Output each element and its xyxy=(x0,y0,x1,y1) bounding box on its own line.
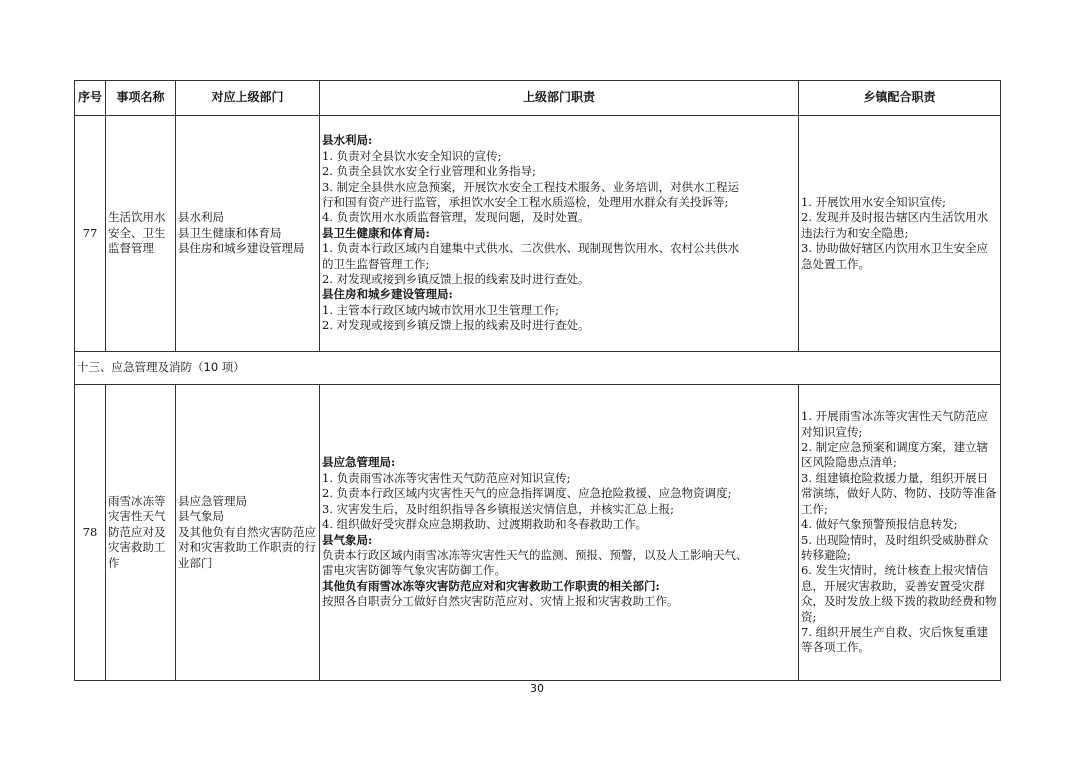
dept-name: 县水利局 xyxy=(178,210,224,225)
town-duties xyxy=(799,385,1001,681)
table-row xyxy=(75,385,1001,681)
duty-heading: 县卫生健康和体育局: xyxy=(322,225,430,240)
row-number: 78 xyxy=(75,385,106,681)
dept-name: 及其他负有自然灾害防范应对和灾害救助工作职责的行业部门 xyxy=(178,524,316,570)
superior-duties xyxy=(320,116,799,352)
superior-depts xyxy=(176,385,320,681)
duty-line: 负责本行政区域内雨雪冰冻等灾害性天气的监测、预报、预警，以及人工影响天气、 xyxy=(322,547,748,562)
section-title: 十三、应急管理及消防（10 项） xyxy=(75,352,1001,385)
responsibility-table xyxy=(74,80,1001,681)
page-number: 30 xyxy=(530,682,544,695)
header-item-name: 事项名称 xyxy=(106,81,176,116)
row-number: 77 xyxy=(75,116,106,352)
duty-line: 雷电灾害防御等气象灾害防御工作。 xyxy=(322,563,506,578)
header-no: 序号 xyxy=(75,81,106,116)
town-duty-line: 7. 组织开展生产自救、灾后恢复重建等各项工作。 xyxy=(801,624,989,655)
duty-line: 1. 负责雨雪冰冻等灾害性天气防范应对知识宣传; xyxy=(322,470,571,485)
duty-line: 的卫生监督管理工作; xyxy=(322,256,430,271)
town-duty-line: 5. 出现险情时，及时组织受威胁群众转移避险; xyxy=(801,532,989,562)
duty-heading: 县住房和城乡建设管理局: xyxy=(322,287,453,302)
section-row xyxy=(75,352,1001,385)
duty-line: 2. 负责全县饮水安全行业管理和业务指导; xyxy=(322,164,537,179)
header-superior-duties: 上级部门职责 xyxy=(320,81,799,116)
duty-line: 4. 负责饮用水水质监督管理，发现问题，及时处置。 xyxy=(322,210,590,225)
item-name: 雨雪冰冻等灾害性天气防范应对及灾害救助工作 xyxy=(106,385,176,681)
town-duty-line: 2. 制定应急预案和调度方案，建立辖区风险隐患点清单; xyxy=(801,440,989,470)
duty-line: 行和国有资产进行监管，承担饮水安全工程水质巡检，处理用水群众有关投诉等; xyxy=(322,194,729,209)
town-duty-line: 1. 开展雨雪冰冻等灾害性天气防范应对知识宣传; xyxy=(801,409,989,439)
duty-line: 1. 负责本行政区域内自建集中式供水、二次供水、现制现售饮用水、农村公共供水 xyxy=(322,241,740,256)
table-row xyxy=(75,116,1001,352)
duty-line: 4. 组织做好受灾群众应急期救助、过渡期救助和冬春救助工作。 xyxy=(322,517,648,532)
duty-heading: 县水利局: xyxy=(322,133,373,148)
duty-line: 1. 主管本行政区域内城市饮用水卫生管理工作; xyxy=(322,302,559,317)
superior-depts xyxy=(176,116,320,352)
dept-name: 县卫生健康和体育局 xyxy=(178,225,282,240)
duty-heading: 其他负有雨雪冰冻等灾害防范应对和灾害救助工作职责的相关部门: xyxy=(322,578,660,593)
duty-heading: 县气象局: xyxy=(322,532,373,547)
item-name: 生活饮用水安全、卫生监督管理 xyxy=(106,116,176,352)
duty-line: 2. 对发现或接到乡镇反馈上报的线索及时进行查处。 xyxy=(322,318,590,333)
duty-line: 1. 负责对全县饮水安全知识的宣传; xyxy=(322,148,502,163)
dept-name: 县住房和城乡建设管理局 xyxy=(178,241,305,256)
town-duty-line: 1. 开展饮用水安全知识宣传; xyxy=(801,194,947,209)
town-duty-line: 3. 组建镇抢险救援力量，组织开展日常演练，做好人防、物防、技防等准备工作; xyxy=(801,470,997,516)
duty-line: 3. 灾害发生后，及时组织指导各乡镇报送灾情信息，并核实汇总上报; xyxy=(322,501,674,516)
town-duty-line: 4. 做好气象预警预报信息转发; xyxy=(801,517,958,532)
superior-duties xyxy=(320,385,799,681)
town-duty-line: 2. 发现并及时报告辖区内生活饮用水违法行为和安全隐患; xyxy=(801,210,989,240)
town-duty-line: 3. 协助做好辖区内饮用水卫生安全应急处置工作。 xyxy=(801,241,989,271)
header-town-duties: 乡镇配合职责 xyxy=(799,81,1001,116)
header-superior-dept: 对应上级部门 xyxy=(176,81,320,116)
table-header-row xyxy=(75,81,1001,116)
duty-line: 2. 负责本行政区域内灾害性天气的应急指挥调度、应急抢险救援、应急物资调度; xyxy=(322,486,732,501)
duty-line: 3. 制定全县供水应急预案，开展饮水安全工程技术服务、业务培训，对供水工程运 xyxy=(322,179,740,194)
dept-name: 县应急管理局 xyxy=(178,493,247,508)
town-duty-line: 6. 发生灾情时，统计核查上报灾情信息，开展灾害救助，妥善安置受灾群众，及时发放上级下拨的救助经费和物资; xyxy=(801,563,997,624)
duty-line: 按照各自职责分工做好自然灾害防范应对、灾情上报和灾害救助工作。 xyxy=(322,594,679,609)
town-duties xyxy=(799,116,1001,352)
dept-name: 县气象局 xyxy=(178,509,224,524)
duty-heading: 县应急管理局: xyxy=(322,455,396,470)
duty-line: 2. 对发现或接到乡镇反馈上报的线索及时进行查处。 xyxy=(322,272,590,287)
